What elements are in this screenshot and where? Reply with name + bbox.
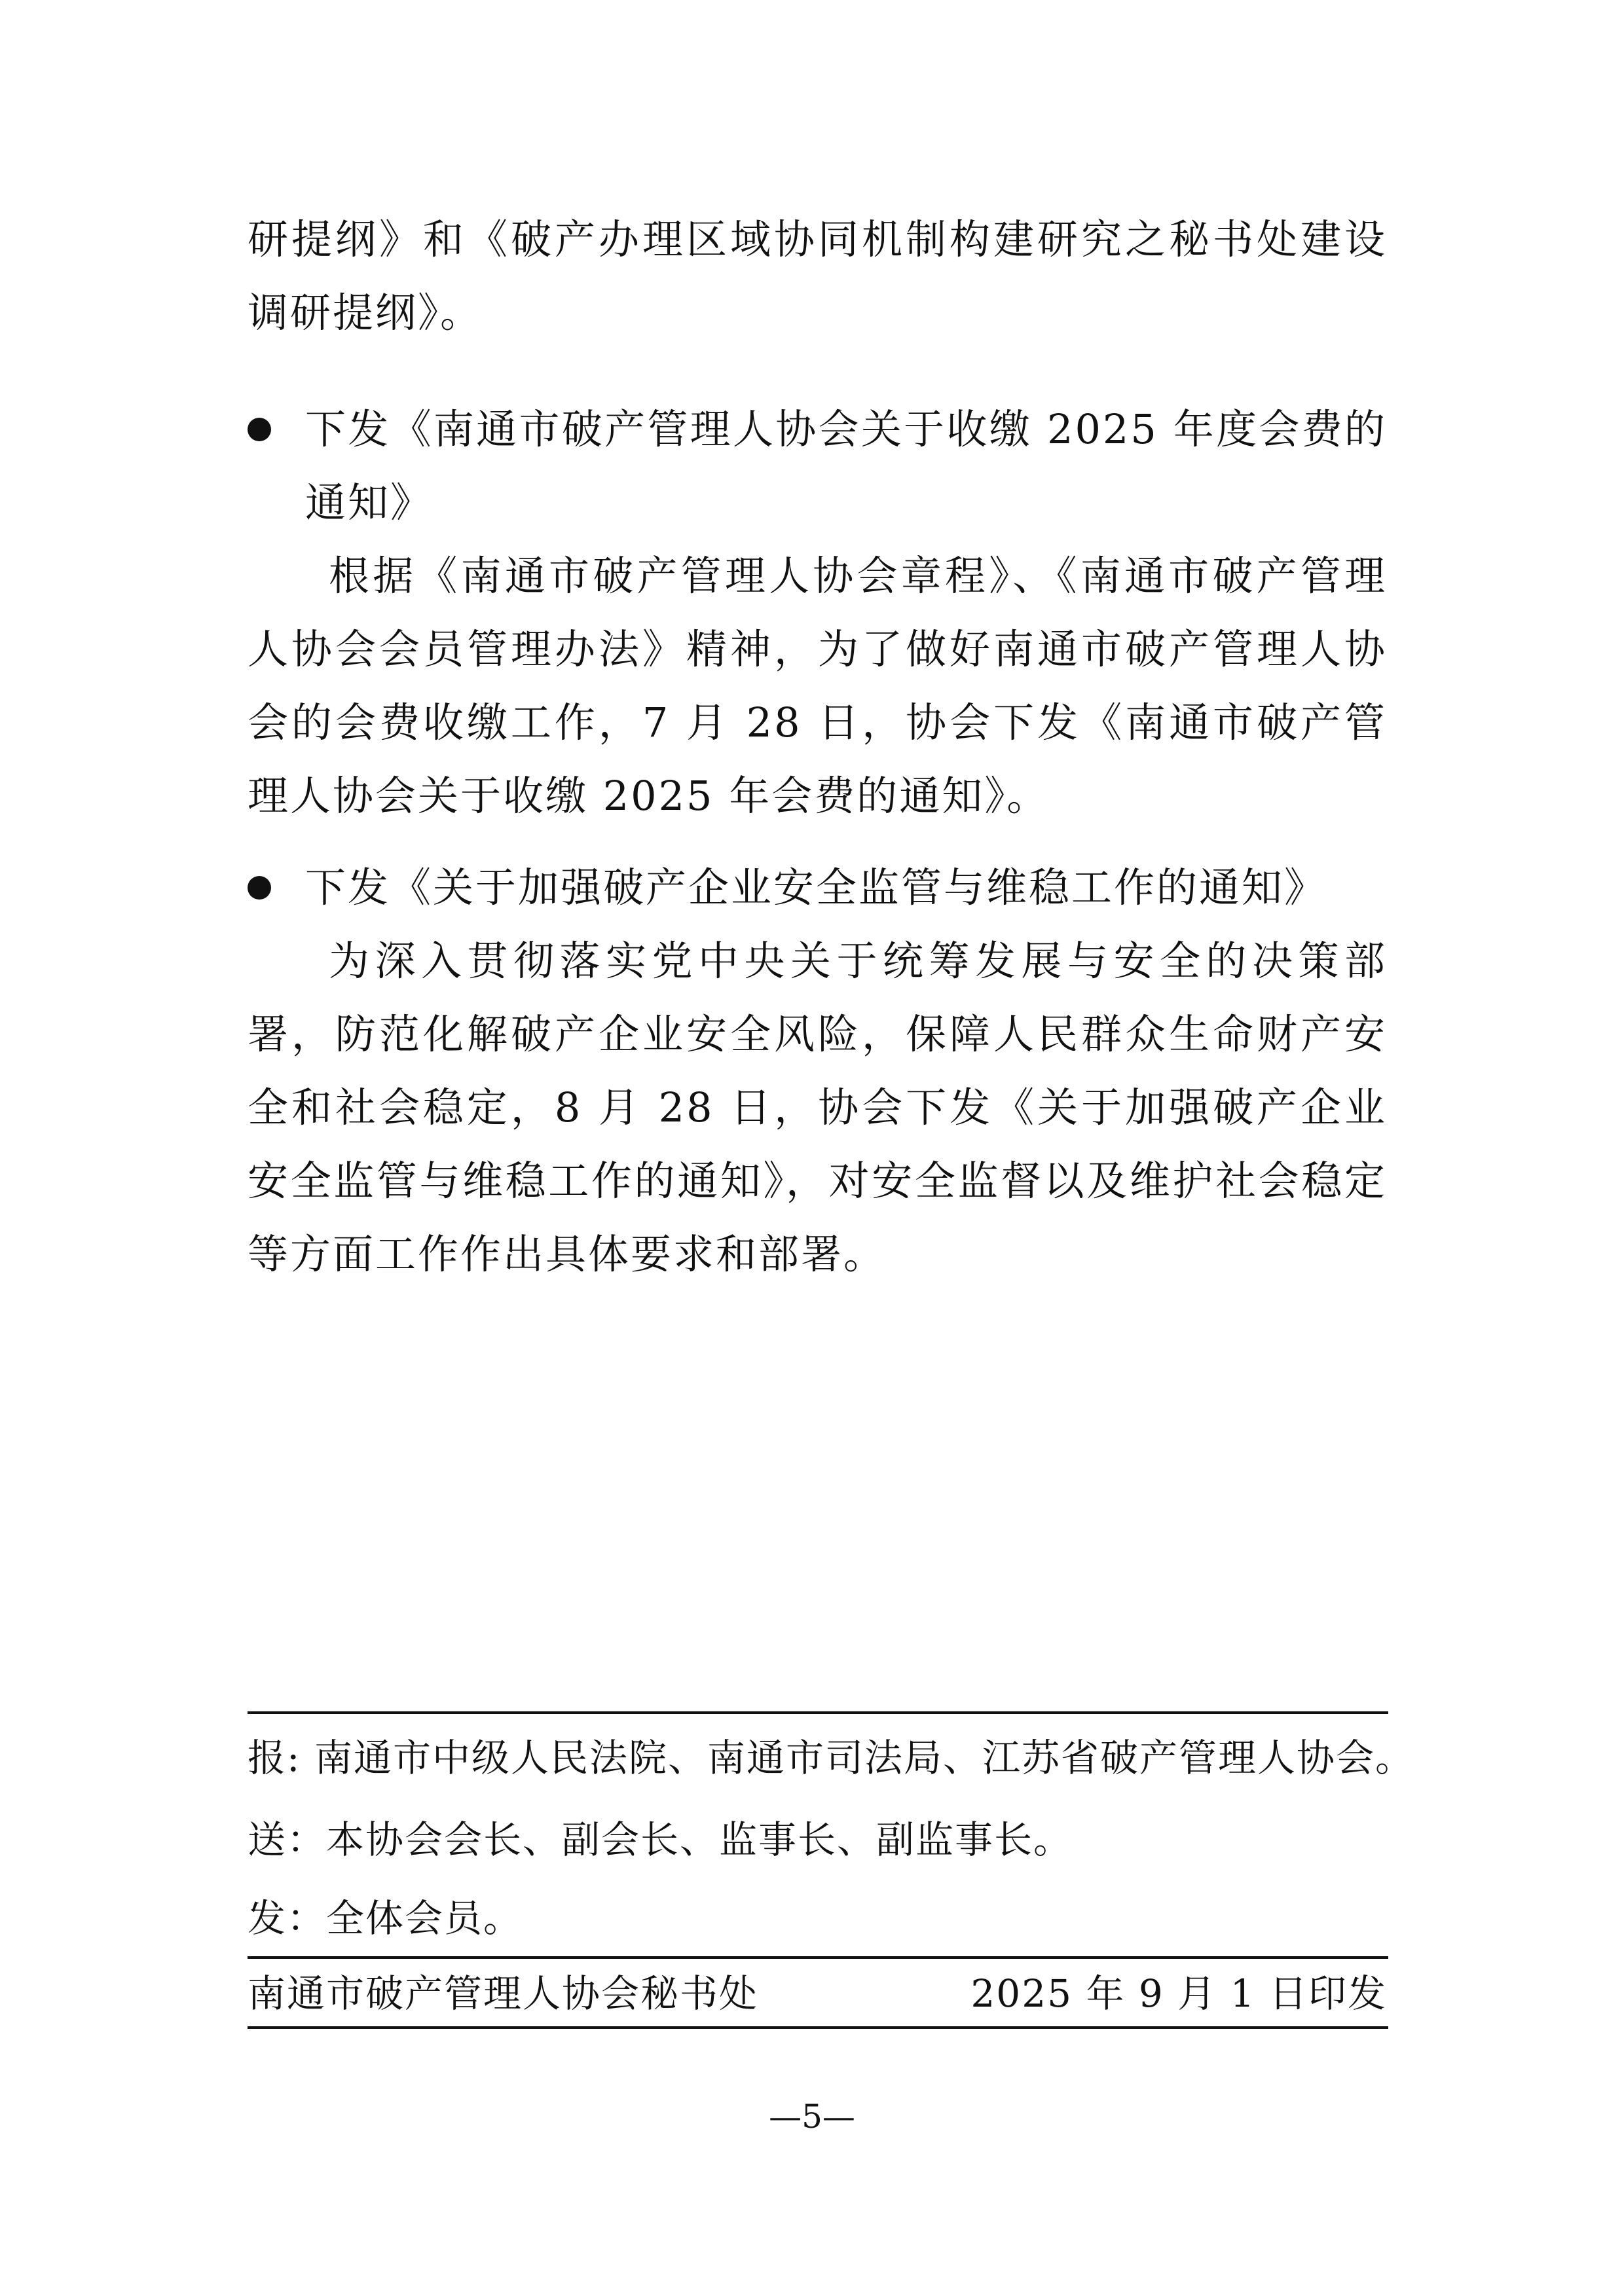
send-to-line: 送：本协会会长、副会长、监事长、副监事长。 xyxy=(248,1817,1073,1862)
distribution-top-rule xyxy=(248,1711,1388,1714)
distribution-middle-rule xyxy=(248,1956,1388,1959)
notice-item-2 xyxy=(248,851,1387,1291)
intro-paragraph xyxy=(248,203,1387,350)
notice-body-1 xyxy=(248,539,1387,833)
notice-body-2 xyxy=(248,924,1387,1291)
notice-body-1-text: 根据《南通市破产管理人协会章程》、《南通市破产管理人协会会员管理办法》精神，为了做好南通市破产管理人协会的会费收缴工作，7 月 28 日，协会下发《南通市破产管理人协会关于收缴 2025 年会费的通知》。 xyxy=(248,552,1387,820)
report-to-line: 报: 南通市中级人民法院、南通市司法局、江苏省破产管理人协会。 xyxy=(248,1736,1414,1780)
issuer-line xyxy=(248,1967,1387,2020)
bullet-dot-icon xyxy=(248,876,271,900)
distribution-bottom-rule xyxy=(248,2026,1388,2029)
issue-to-line: 发：全体会员。 xyxy=(248,1896,523,1941)
bullet-dot-icon xyxy=(248,418,271,441)
notice-item-1 xyxy=(248,393,1387,833)
issuer-name: 南通市破产管理人协会秘书处 xyxy=(248,1971,759,2016)
intro-text: 研提纲》和《破产办理区域协同机制构建研究之秘书处建设调研提纲》。 xyxy=(248,215,1387,337)
notice-heading-1 xyxy=(248,393,1387,539)
notice-heading-1-text: 下发《南通市破产管理人协会关于收缴 2025 年度会费的通知》 xyxy=(305,405,1387,526)
issue-date: 2025 年 9 月 1 日印发 xyxy=(970,1971,1387,2016)
notice-heading-2 xyxy=(248,851,1387,924)
page-number: —5— xyxy=(769,2098,855,2136)
notice-body-2-text: 为深入贯彻落实党中央关于统筹发展与安全的决策部署，防范化解破产企业安全风险，保障人民群众生命财产安全和社会稳定，8 月 28 日，协会下发《关于加强破产企业安全监管与维稳工作的通知》，对安全监督以及维护社会稳定等方面工作作出具体要求和部署。 xyxy=(248,937,1387,1278)
notice-heading-2-text: 下发《关于加强破产企业安全监管与维稳工作的通知》 xyxy=(305,864,1327,911)
